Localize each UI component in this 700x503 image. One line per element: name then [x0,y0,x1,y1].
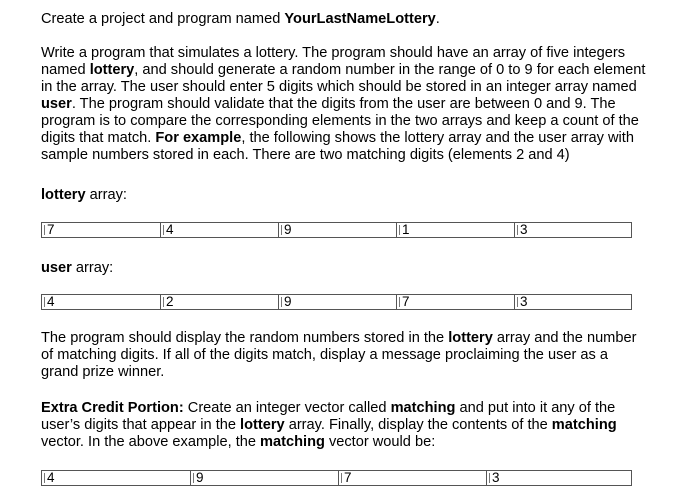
text-segment: The program should display the random numbers stored in the [41,330,449,346]
text-line [41,400,681,417]
user-array-label: user array: [41,260,114,276]
bold-text: For example [155,130,242,146]
array-cell [42,223,160,237]
text-segment: array. Finally, display the contents of the [284,417,552,433]
text-segment: grand prize winner. [41,364,165,380]
array-cell-value: 9 [284,222,292,237]
text-line [41,147,681,164]
array-cell [42,295,160,309]
array-cell-value: 9 [196,470,204,485]
array-cell [278,223,396,237]
description-paragraph [41,45,681,164]
array-cell-value: 7 [344,470,352,485]
text-segment: in the array. The user should enter 5 digits which should be stored in an integer array named [41,79,637,95]
array-cell-value: 2 [166,294,174,309]
text-line [41,45,681,62]
bold-text: user [41,96,72,112]
array-cell-value: 7 [47,222,55,237]
array-cell [514,295,631,309]
array-cell [396,223,514,237]
array-cell-value: 7 [402,294,410,309]
array-cell-value: 3 [492,470,500,485]
matching-vector-table [41,470,632,486]
text-segment: named [41,62,90,78]
text-segment: sample numbers stored in each. There are two matching digits (elements 2 and 4) [41,147,570,163]
array-cell-value: 4 [47,294,55,309]
array-cell [160,223,278,237]
text-segment: Write a program that simulates a lottery. The program should have an array of five integers [41,45,626,61]
text-segment: program is to compare the corresponding elements in the two arrays and keep a count of the [41,113,639,129]
text-line [41,130,681,147]
bold-text: matching [390,400,456,416]
text-segment: vector. In the above example, the [41,434,261,450]
text-line [41,347,681,364]
text-segment: , and should generate a random number in the range of 0 to 9 for each element [134,62,646,78]
bold-text: lottery [448,330,493,346]
array-cell [160,295,278,309]
array-cell [42,471,190,485]
text-segment: of matching digits. If all of the digits match, display a message proclaiming the user as a [41,347,609,363]
array-cell-value: 1 [402,222,410,237]
array-cell [338,471,486,485]
text-segment: digits that match. [41,130,156,146]
array-cell-value: 9 [284,294,292,309]
array-cell-value: 3 [520,222,528,237]
array-cell [486,471,631,485]
bold-text: lottery [240,417,285,433]
text-segment: . The program should validate that the digits from the user are between 0 and 9. The [71,96,616,112]
display-paragraph [41,330,681,381]
text-line [41,113,681,130]
text-segment: Create an integer vector called [183,400,391,416]
array-cell [190,471,338,485]
array-cell [278,295,396,309]
text-segment: and put into it any of the [455,400,616,416]
array-cell [514,223,631,237]
text-line [41,364,681,381]
array-cell-value: 4 [166,222,174,237]
text-line [41,417,681,434]
array-cell-value: 3 [520,294,528,309]
text-segment: , the following shows the lottery array and the user array with [241,130,634,146]
lottery-array-table [41,222,632,238]
text-line [41,79,681,96]
text-line [41,330,681,347]
bold-text: matching [551,417,617,433]
text-line [41,96,681,113]
lottery-array-label: lottery array: [41,187,127,203]
bold-text: matching [260,434,325,450]
text-line [41,434,681,451]
extra-credit-paragraph [41,400,681,451]
text-segment: vector would be: [324,434,436,450]
text-segment: user’s digits that appear in the [41,417,241,433]
bold-text: Extra Credit Portion: [41,400,184,416]
text-line [41,62,681,79]
assignment-title: Create a project and program named YourLastNameLottery. [41,11,440,27]
bold-text: lottery [89,62,135,78]
array-cell [396,295,514,309]
user-array-table [41,294,632,310]
text-segment: array and the number [492,330,637,346]
array-cell-value: 4 [47,470,55,485]
